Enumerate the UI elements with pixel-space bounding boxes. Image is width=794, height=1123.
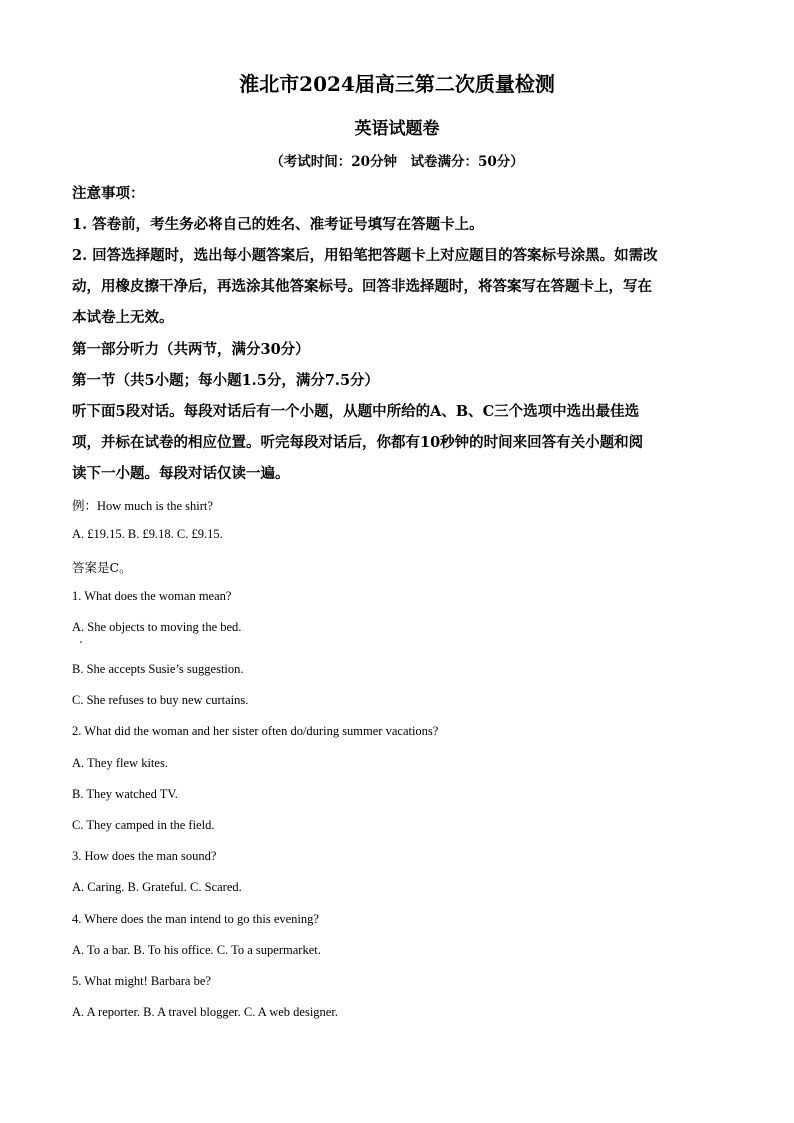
question-2-option-c: C. They camped in the field. [72, 818, 215, 832]
question-5-options: A. A reporter. B. A travel blogger. C. A web designer. [72, 1005, 338, 1019]
instructions-line-1: 听下面5段对话。每段对话后有一个小题，从题中所给的A、B、C三个选项中选出最佳选 [72, 403, 640, 420]
exam-subtitle: 英语试题卷 [354, 119, 440, 139]
question-5: 5. What might! Barbara be? [72, 974, 211, 988]
notes-heading: 注意事项： [72, 185, 145, 202]
question-4-options: A. To a bar. B. To his office. C. To a supermarket. [72, 943, 321, 957]
example-question: 例：How much is the shirt? [72, 499, 213, 513]
question-2-option-b: B. They watched TV. [72, 787, 178, 801]
note-item-1: 1. 答卷前，考生务必将自己的姓名、准考证号填写在答题卡上。 [72, 216, 484, 233]
question-1: 1. What does the woman mean? [72, 589, 232, 603]
question-4: 4. Where does the man intend to go this evening? [72, 912, 319, 926]
instructions-line-2: 项，并标在试卷的相应位置。听完每段对话后，你都有10秒钟的时间来回答有关小题和阅 [72, 434, 644, 451]
example-options: A. £19.15. B. £9.18. C. £9.15. [72, 527, 223, 541]
question-1-option-a: A. She objects to moving the bed. [72, 620, 242, 634]
question-2: 2. What did the woman and her sister often do/during summer vacations? [72, 724, 439, 738]
note-item-2-line-1: 2. 回答选择题时，选出每小题答案后，用铅笔把答题卡上对应题目的答案标号涂黑。如需改 [72, 247, 658, 264]
question-1-option-c: C. She refuses to buy new curtains. [72, 693, 249, 707]
stray-mark [80, 641, 82, 643]
part1-heading: 第一部分听力（共两节，满分30分） [72, 341, 310, 358]
note-item-2-line-2: 动，用橡皮擦干净后，再选涂其他答案标号。回答非选择题时，将答案写在答题卡上，写在 [72, 278, 652, 295]
exam-info: （考试时间：20分钟 试卷满分：50分） [270, 154, 524, 170]
instructions-line-3: 读下一小题。每段对话仅读一遍。 [72, 465, 290, 482]
question-3: 3. How does the man sound? [72, 849, 217, 863]
section1-heading: 第一节（共5小题；每小题1.5分，满分7.5分） [72, 372, 380, 389]
question-2-option-a: A. They flew kites. [72, 756, 168, 770]
exam-title: 淮北市2024届高三第二次质量检测 [239, 72, 555, 96]
question-3-options: A. Caring. B. Grateful. C. Scared. [72, 880, 242, 894]
note-item-2-line-3: 本试卷上无效。 [72, 309, 174, 326]
question-1-option-b: B. She accepts Susie’s suggestion. [72, 662, 244, 676]
example-answer: 答案是C。 [72, 560, 132, 575]
